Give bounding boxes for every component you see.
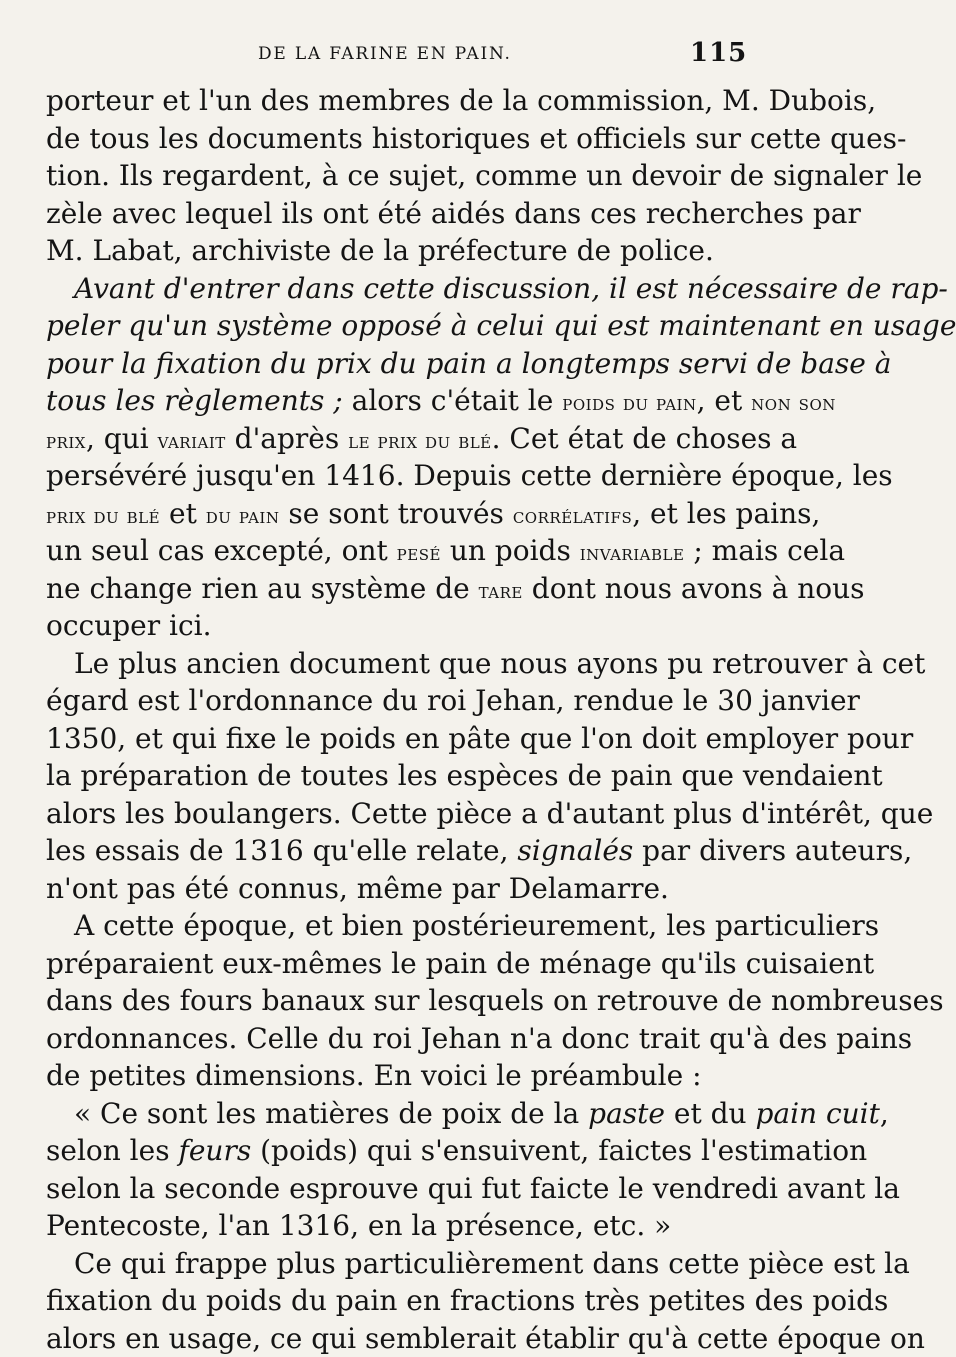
text-line: Le plus ancien document que nous ayons pu retrouver à cet — [46, 645, 752, 683]
running-title: DE LA FARINE EN PAIN. — [258, 44, 512, 64]
text-line: égard est l'ordonnance du roi Jehan, rendue le 30 janvier — [46, 682, 752, 720]
text-line: préparaient eux-mêmes le pain de ménage qu'ils cuisaient — [46, 945, 752, 983]
quote-line: Pentecoste, l'an 1316, en la présence, etc. » — [46, 1207, 752, 1245]
text-line: ne change rien au système de tare dont nous avons à nous — [46, 570, 752, 608]
text-line: les essais de 1316 qu'elle relate, signalés par divers auteurs, — [46, 832, 752, 870]
text-line: A cette époque, et bien postérieurement, les particuliers — [46, 907, 752, 945]
text-line: porteur et l'un des membres de la commission, M. Dubois, — [46, 82, 752, 120]
text-line: pour la fixation du prix du pain a longtemps servi de base à — [46, 345, 752, 383]
text-line: ordonnances. Celle du roi Jehan n'a donc trait qu'à des pains — [46, 1020, 752, 1058]
text-line: prix du blé et du pain se sont trouvés corrélatifs, et les pains, — [46, 495, 752, 533]
text-line: alors en usage, ce qui semblerait établir qu'à cette époque on — [46, 1320, 752, 1357]
text-line: occuper ici. — [46, 607, 752, 645]
text-line: Avant d'entrer dans cette discussion, il est nécessaire de rap- — [46, 270, 752, 308]
page-number: 115 — [690, 38, 747, 68]
text-line: prix, qui variait d'après le prix du blé. Cet état de choses a — [46, 420, 752, 458]
page-header — [0, 38, 800, 78]
quote-line: selon les feurs (poids) qui s'ensuivent, faictes l'estimation — [46, 1132, 752, 1170]
text-line: persévéré jusqu'en 1416. Depuis cette dernière époque, les — [46, 457, 752, 495]
text-line: 1350, et qui fixe le poids en pâte que l'on doit employer pour — [46, 720, 752, 758]
text-line: un seul cas excepté, ont pesé un poids invariable ; mais cela — [46, 532, 752, 570]
text-line: alors les boulangers. Cette pièce a d'autant plus d'intérêt, que — [46, 795, 752, 833]
text-line: tous les règlements ; alors c'était le poids du pain, et non son — [46, 382, 752, 420]
page-body — [46, 82, 752, 1357]
quote-line: selon la seconde esprouve qui fut faicte le vendredi avant la — [46, 1170, 752, 1208]
text-line: fixation du poids du pain en fractions très petites des poids — [46, 1282, 752, 1320]
text-line: dans des fours banaux sur lesquels on retrouve de nombreuses — [46, 982, 752, 1020]
text-line: de tous les documents historiques et officiels sur cette ques- — [46, 120, 752, 158]
text-line: Ce qui frappe plus particulièrement dans cette pièce est la — [46, 1245, 752, 1283]
text-line: zèle avec lequel ils ont été aidés dans ces recherches par — [46, 195, 752, 233]
text-line: n'ont pas été connus, même par Delamarre. — [46, 870, 752, 908]
text-line: la préparation de toutes les espèces de pain que vendaient — [46, 757, 752, 795]
quote-line: « Ce sont les matières de poix de la paste et du pain cuit, — [46, 1095, 752, 1133]
text-line: tion. Ils regardent, à ce sujet, comme un devoir de signaler le — [46, 157, 752, 195]
text-line: peler qu'un système opposé à celui qui est maintenant en usage — [46, 307, 752, 345]
text-line: M. Labat, archiviste de la préfecture de police. — [46, 232, 752, 270]
text-line: de petites dimensions. En voici le préambule : — [46, 1057, 752, 1095]
